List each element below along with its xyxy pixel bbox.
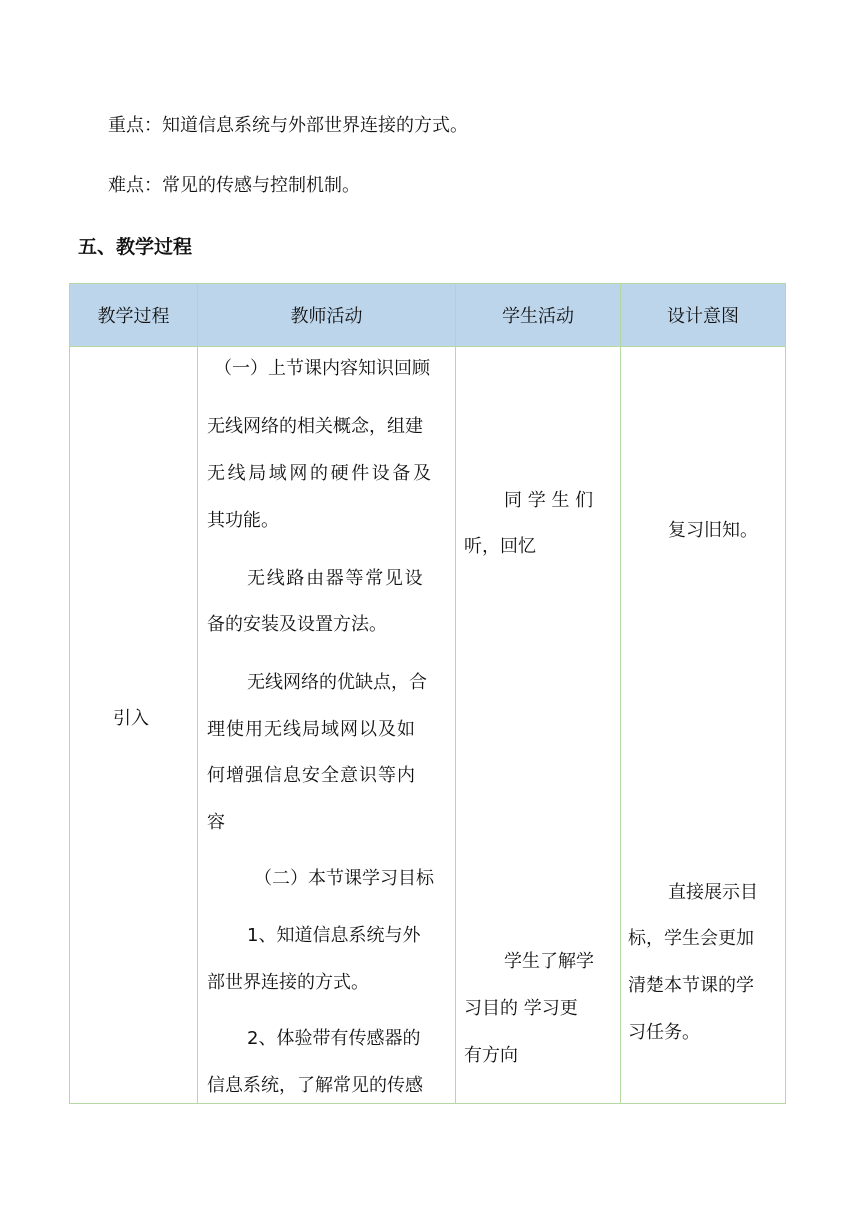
intent-line: 习任务。 bbox=[628, 1022, 700, 1043]
header-cell-stage: 教学过程 bbox=[70, 284, 198, 347]
teacher-line: （一）上节课内容知识回顾 bbox=[214, 358, 430, 379]
table-header-row bbox=[70, 284, 786, 347]
design-intent-cell bbox=[621, 347, 786, 1104]
teacher-line: 无线局域网的硬件设备及 bbox=[207, 463, 434, 484]
teaching-process-table bbox=[69, 283, 786, 1104]
table-row bbox=[70, 347, 786, 1104]
teacher-line: 何增强信息安全意识等内 bbox=[207, 765, 416, 786]
header-cell-intent: 设计意图 bbox=[621, 284, 786, 347]
student-activity-cell bbox=[456, 347, 621, 1104]
section-heading: 五、教学过程 bbox=[78, 236, 193, 258]
teacher-line: 备的安装及设置方法。 bbox=[207, 614, 387, 635]
teacher-line: 其功能。 bbox=[207, 510, 279, 531]
teacher-line: 信息系统，了解常见的传感 bbox=[207, 1075, 423, 1096]
header-cell-teacher: 教师活动 bbox=[198, 284, 456, 347]
teacher-line: 容 bbox=[207, 812, 225, 833]
intent-line: 标，学生会更加 bbox=[628, 928, 754, 949]
teacher-line: 1、知道信息系统与外 bbox=[247, 925, 421, 946]
teacher-line: （二）本节课学习目标 bbox=[254, 868, 434, 889]
student-line: 有方向 bbox=[464, 1045, 518, 1066]
difficulty-point-text: 难点：常见的传感与控制机制。 bbox=[108, 175, 360, 196]
intent-line: 直接展示目 bbox=[668, 882, 758, 903]
teacher-line: 无线网络的相关概念，组建 bbox=[207, 416, 423, 437]
teacher-line: 2、体验带有传感器的 bbox=[247, 1028, 421, 1049]
teacher-line: 部世界连接的方式。 bbox=[207, 972, 369, 993]
intent-line: 清楚本节课的学 bbox=[628, 975, 754, 996]
key-point-text: 重点：知道信息系统与外部世界连接的方式。 bbox=[108, 115, 468, 136]
teacher-activity-cell bbox=[198, 347, 456, 1104]
stage-cell bbox=[70, 347, 198, 1104]
teacher-line: 无线路由器等常见设 bbox=[247, 568, 425, 589]
stage-label: 引入 bbox=[113, 708, 149, 729]
header-cell-student: 学生活动 bbox=[456, 284, 621, 347]
student-line: 习目的 学习更 bbox=[464, 998, 578, 1019]
teacher-line: 理使用无线局域网以及如 bbox=[207, 719, 416, 740]
intent-line: 复习旧知。 bbox=[668, 520, 758, 541]
student-line: 听，回忆 bbox=[464, 536, 536, 557]
student-line: 学生了解学 bbox=[504, 951, 594, 972]
teacher-line: 无线网络的优缺点，合 bbox=[247, 672, 427, 693]
student-line: 同 学 生 们 bbox=[504, 490, 594, 511]
